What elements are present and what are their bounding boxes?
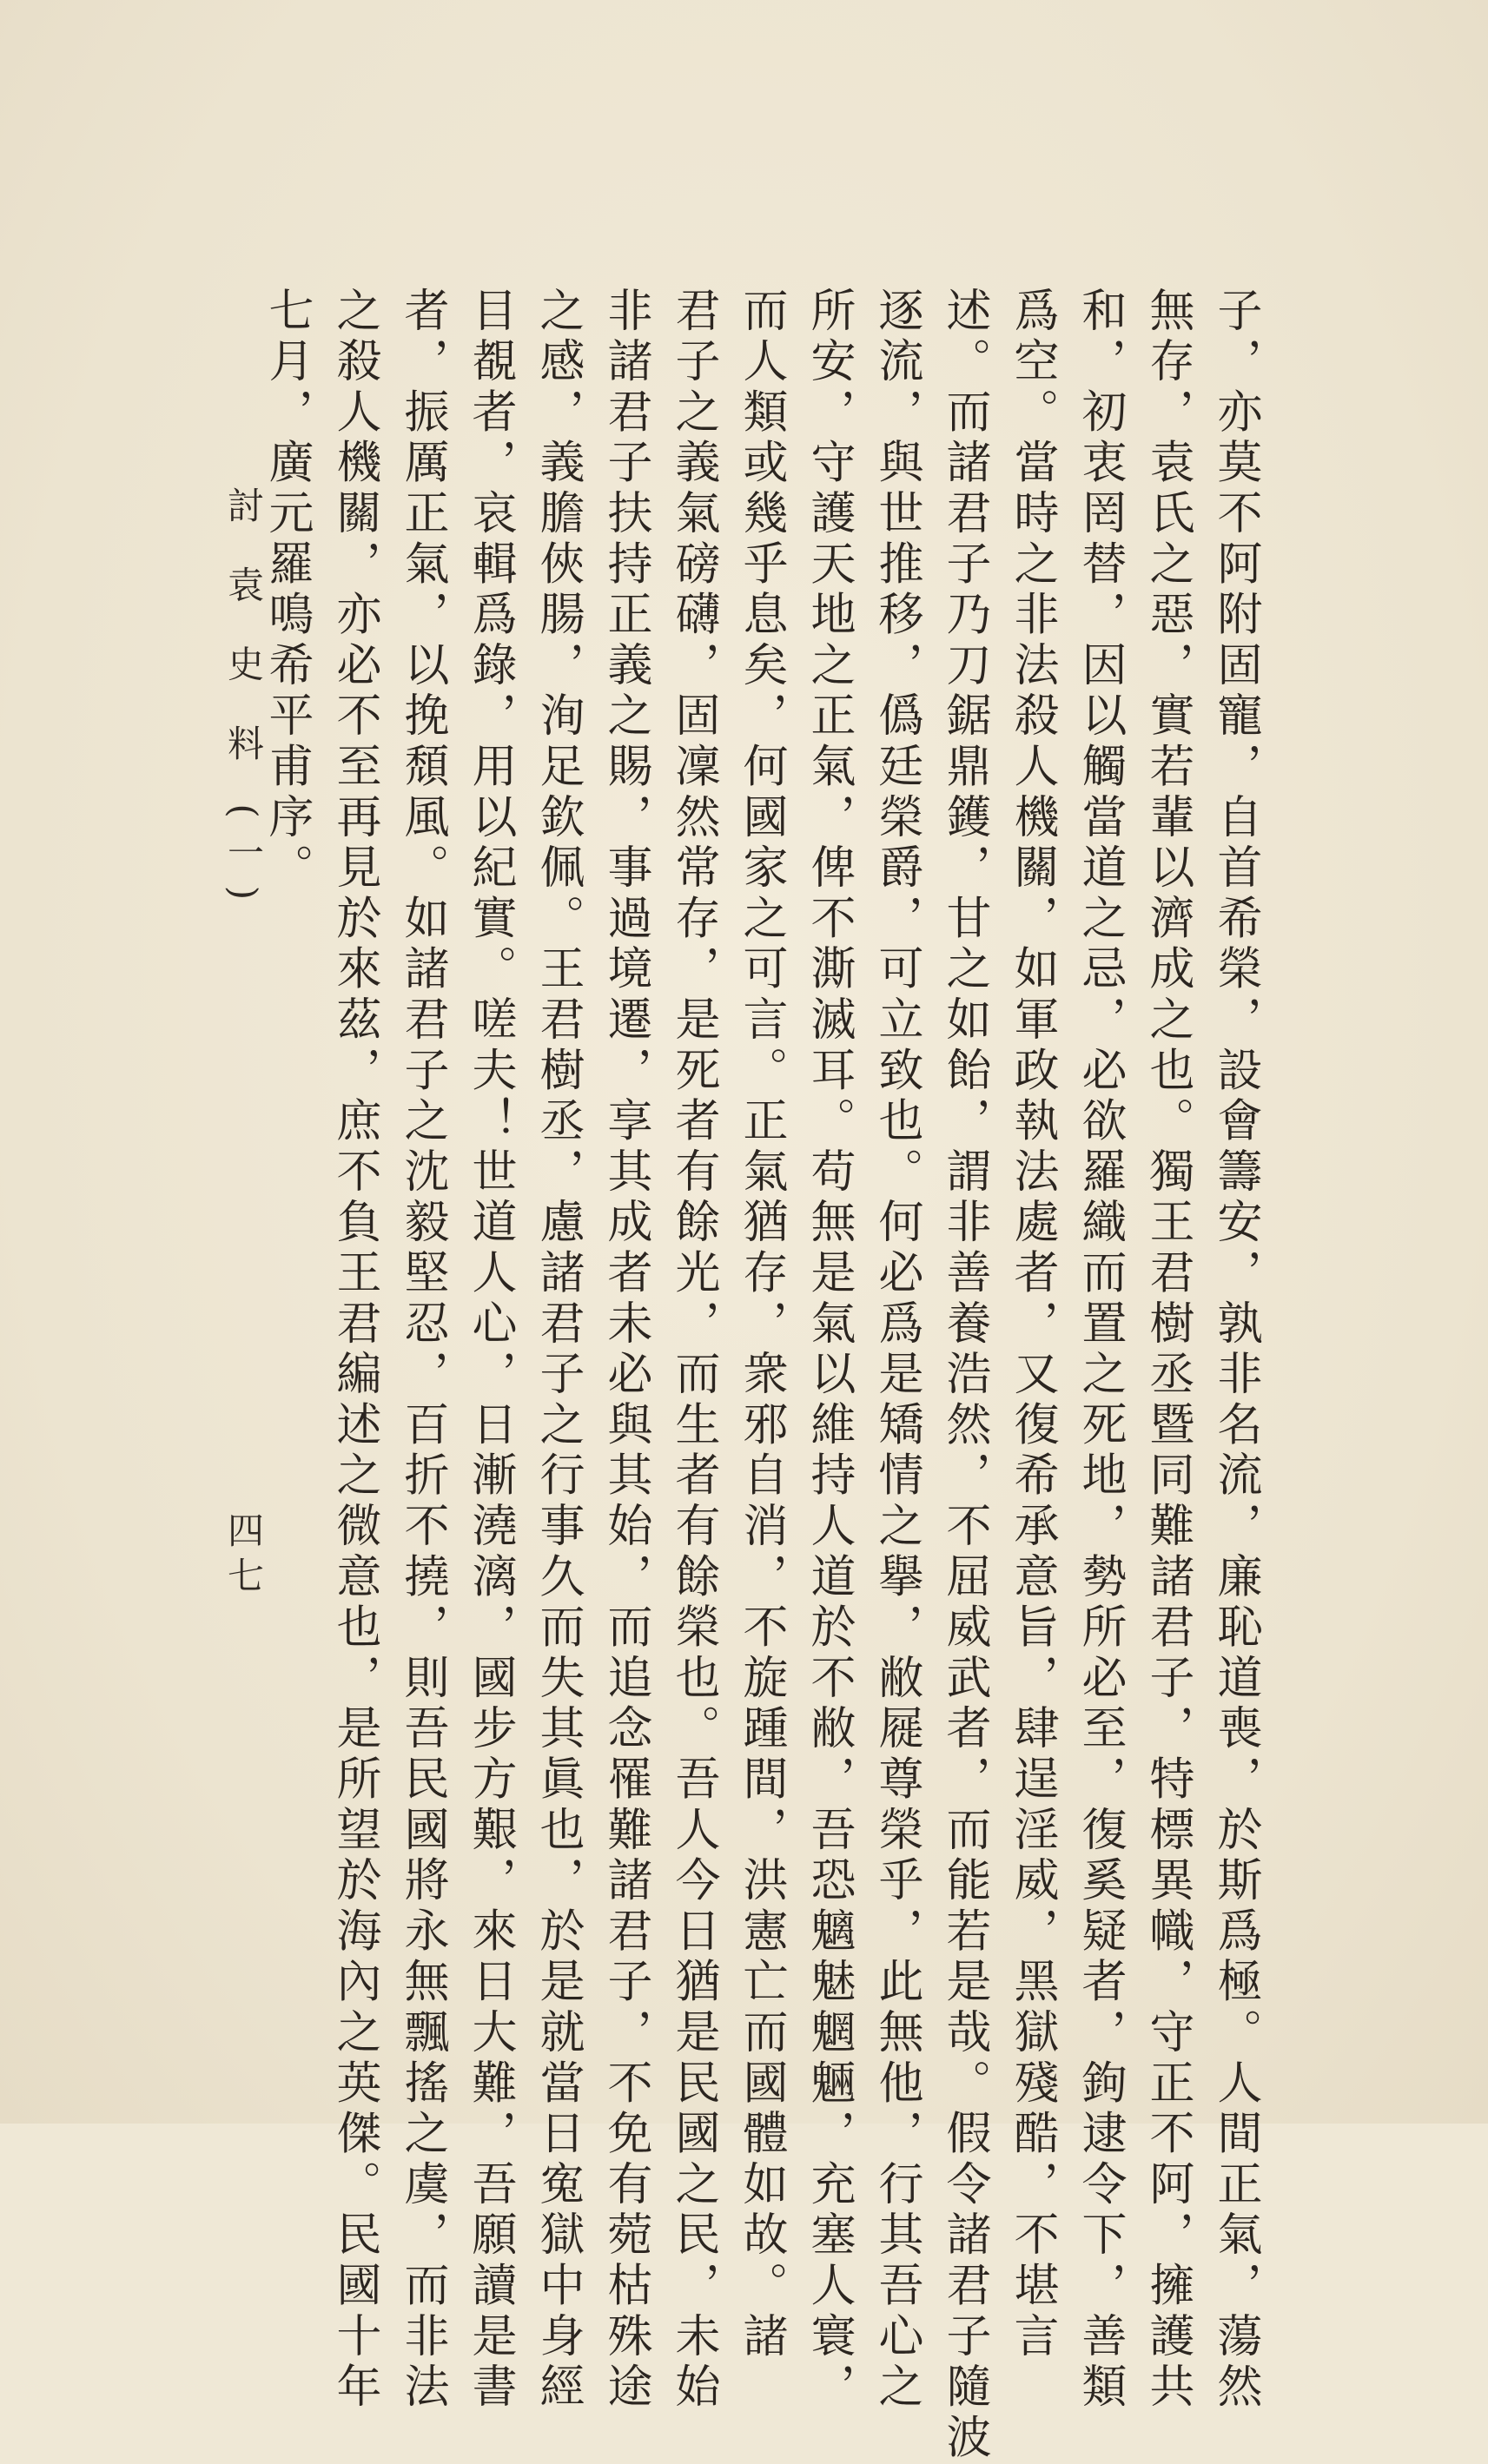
text-column: 述。而諸君子乃刀鋸鼎鑊，甘之如飴，謂非善養浩然，不屈威武者，而能若是哉。假令諸君子隨波 bbox=[938, 287, 990, 2464]
text-column: 而人類或幾乎息矣，何國家之可言。正氣猶存，衆邪自消，不旋踵間，洪憲亡而國體如故。諸 bbox=[735, 287, 787, 2363]
text-column: 爲空。當時之非法殺人機關，如軍政執法處者，又復希承意旨，肆逞淫威，黑獄殘酷，不堪言 bbox=[1006, 287, 1058, 2363]
text-column: 之殺人機關，亦必不至再見於來茲，庶不負王君編述之微意也，是所望於海內之英傑。民國十年 bbox=[328, 287, 380, 2414]
text-column: 非諸君子扶持正義之賜，事過境遷，享其成者未必與其始，而追念罹難諸君子，不免有菀枯殊途 bbox=[599, 287, 651, 2414]
text-column: 無存，袁氏之惡，實若輩以濟成之也。獨王君樹丞暨同難諸君子，特標異幟，守正不阿，擁護共 bbox=[1141, 287, 1194, 2414]
text-column: 七月，廣元羅鳴希平甫序。 bbox=[261, 287, 313, 895]
text-column: 之感，義膽俠腸，洵足欽佩。王君樹丞，慮諸君子之行事久而失其眞也，於是就當日寃獄中身經 bbox=[532, 287, 584, 2414]
running-footer-title: 討 袁 史 料 (一) bbox=[222, 486, 265, 916]
text-column: 目覩者，哀輯爲錄，用以紀實。嗟夫！世道人心，日漸澆漓，國步方艱，來日大難，吾願讀是書 bbox=[464, 287, 516, 2414]
text-column: 所安，守護天地之正氣，俾不澌滅耳。苟無是氣以維持人道於不敝，吾恐魑魅魍魎，充塞人寰， bbox=[803, 287, 855, 2414]
preface-body-text bbox=[253, 287, 1269, 2464]
text-column: 逐流，與世推移，僞廷榮爵，可立致也。何必爲是矯情之擧，敝屣尊榮乎，此無他，行其吾心之 bbox=[870, 287, 923, 2414]
text-column: 君子之義氣磅礴，固凜然常存，是死者有餘光，而生者有餘榮也。吾人今日猶是民國之民，未始 bbox=[667, 287, 719, 2414]
page-number: 四七 bbox=[222, 1511, 265, 1602]
text-column: 子，亦莫不阿附固寵，自首希榮，設會籌安，孰非名流，廉恥道喪，於斯爲極。人間正氣，蕩然 bbox=[1209, 287, 1261, 2414]
text-column: 者，振厲正氣，以挽頹風。如諸君子之沈毅堅忍，百折不撓，則吾民國將永無飄搖之虞，而非法 bbox=[396, 287, 448, 2414]
text-column: 和，初衷罔替，因以觸當道之忌，必欲羅織而置之死地，勢所必至，復奚疑者，鉤逮令下，善類 bbox=[1074, 287, 1126, 2414]
